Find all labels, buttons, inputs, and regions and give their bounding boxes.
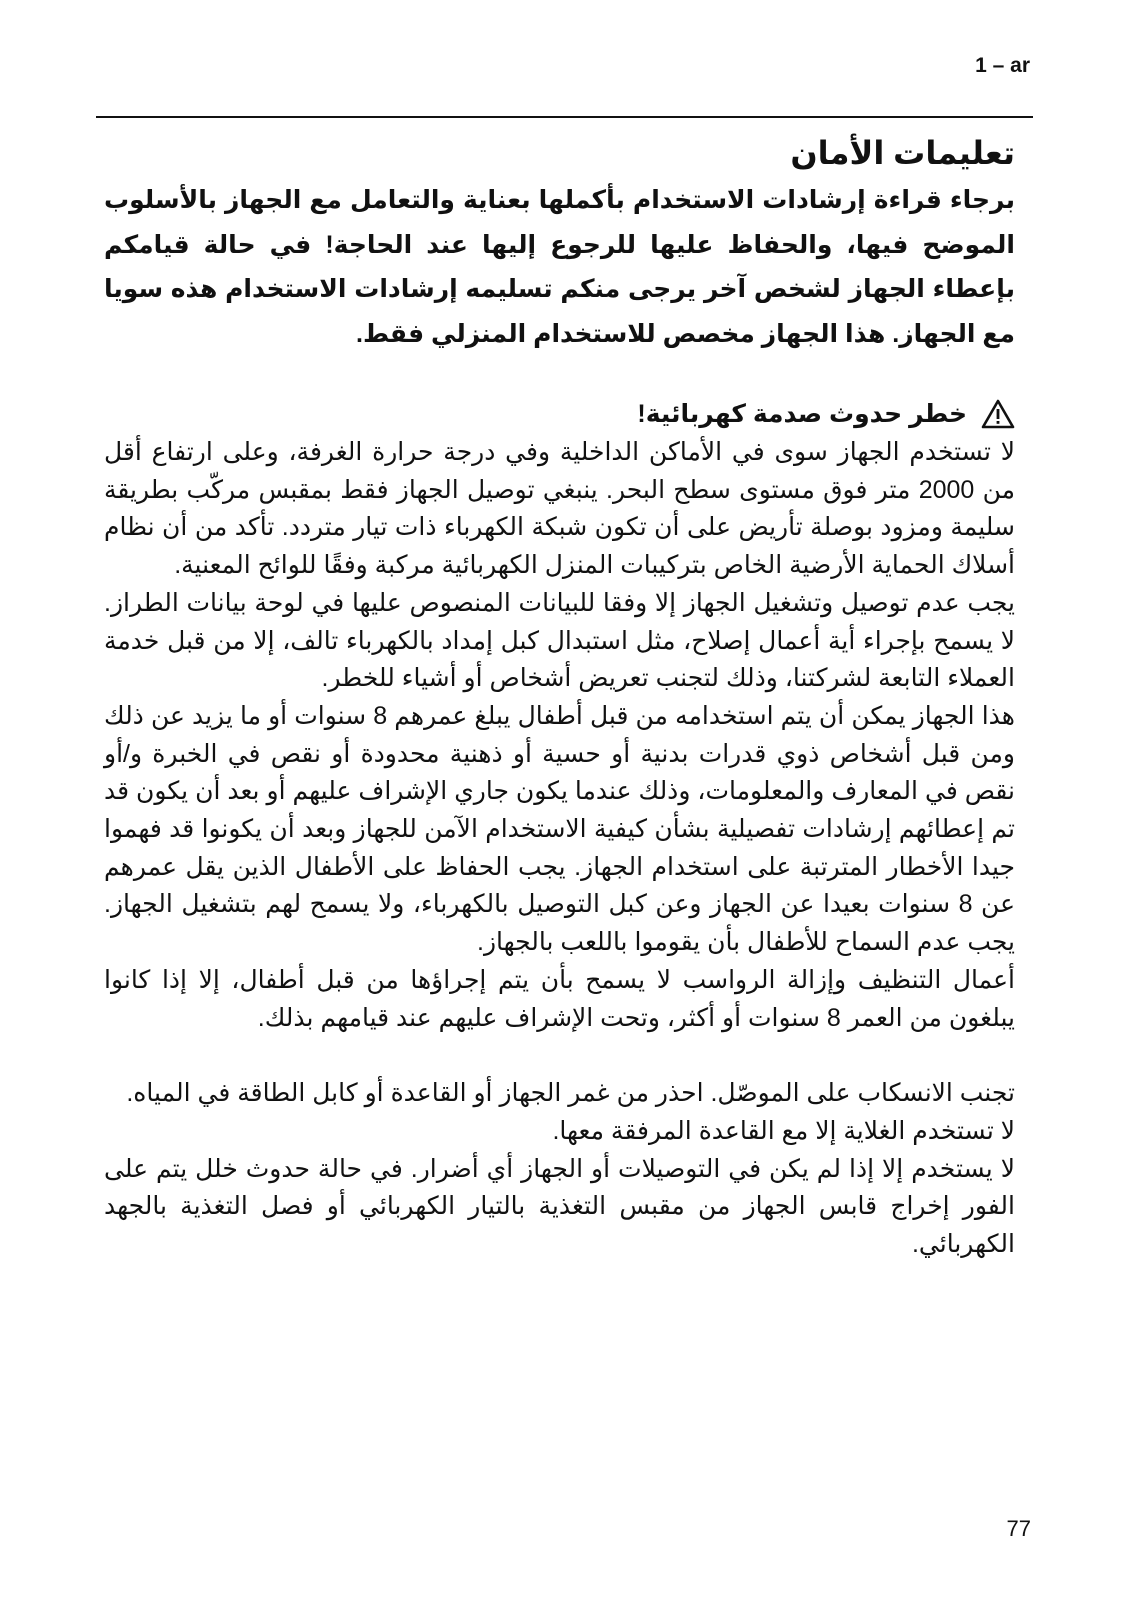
warning-heading-text: خطر حدوث صدمة كهربائية! (637, 400, 967, 428)
header-divider (96, 116, 1033, 118)
warning-paragraph: أعمال التنظيف وإزالة الرواسب لا يسمح بأن يتم إجراؤها من قبل أطفال، إلا إذا كانوا يبلغون من العمر 8 سنوات أو أكثر، وتحت الإشراف عليهم عند قيامهم بذلك. (104, 965, 1015, 1032)
section-title: تعليمات الأمان (790, 135, 1015, 171)
page-number: 77 (1006, 1516, 1031, 1541)
paragraph-spacer (104, 1037, 1015, 1075)
warning-heading (104, 394, 1015, 434)
intro-paragraph: برجاء قراءة إرشادات الاستخدام بأكملها بعناية والتعامل مع الجهاز بالأسلوب الموضح فيها، والحفاظ عليها للرجوع إليها عند الحاجة! في حالة قيامكم بإعطاء الجهاز لشخص آخر يرجى منكم تسليمه إرشادات الاستخدام هذه سويا مع الجهاز. هذا الجهاز مخصص للاستخدام المنزلي فقط. (104, 186, 1015, 348)
warning-paragraph: هذا الجهاز يمكن أن يتم استخدامه من قبل أطفال يبلغ عمرهم 8 سنوات أو ما يزيد عن ذلك ومن قبل أشخاص ذوي قدرات بدنية أو حسية أو ذهنية محدودة أو نقص في الخبرة و/أو نقص في المعارف والمعلومات، وذلك عندما يكون جاري الإشراف عليهم أو بعد أن يكون قد تم إعطائهم إرشادات تفصيلية بشأن كيفية الاستخدام الآمن للجهاز وبعد أن يكونوا قد فهموا جيدا الأخطار المترتبة على استخدام الجهاز. يجب الحفاظ على الأطفال الذين يقل عمرهم عن 8 سنوات بعيدا عن الجهاز وعن كبل التوصيل بالكهرباء، ولا يسمح لهم بتشغيل الجهاز. يجب عدم السماح للأطفال بأن يقوموا باللعب بالجهاز. (104, 701, 1015, 957)
usage-paragraph: لا تستخدم الغلاية إلا مع القاعدة المرفقة معها. (552, 1116, 1015, 1145)
usage-paragraph: تجنب الانسكاب على الموصّل. احذر من غمر الجهاز أو القاعدة أو كابل الطاقة في المياه. (126, 1079, 1015, 1108)
page-language-label: 1 – ar (975, 54, 1030, 77)
usage-paragraph: لا يستخدم إلا إذا لم يكن في التوصيلات أو الجهاز أي أضرار. في حالة حدوث خلل يتم على الفور إخراج قابس الجهاز من مقبس التغذية بالتيار الكهربائي أو فصل التغذية بالجهد الكهربائي. (104, 1154, 1015, 1259)
page-content (104, 130, 1015, 1264)
warning-paragraph: لا تستخدم الجهاز سوى في الأماكن الداخلية وفي درجة حرارة الغرفة، وعلى ارتفاع أقل من 2000 متر فوق مستوى سطح البحر. ينبغي توصيل الجهاز فقط بمقبس مركّب بطريقة سليمة ومزود بوصلة تأريض على أن تكون شبكة الكهرباء ذات تيار متردد. تأكد من أن نظام أسلاك الحماية الأرضية الخاص بتركيبات المنزل الكهربائية مركبة وفقًا للوائح المعنية. (104, 438, 1016, 580)
warning-paragraph: يجب عدم توصيل وتشغيل الجهاز إلا وفقا للبيانات المنصوص عليها في لوحة بيانات الطراز. لا يسمح بإجراء أية أعمال إصلاح، مثل استبدال كبل إمداد بالكهرباء تالف، إلا من قبل خدمة العملاء التابعة لشركتنا، وذلك لتجنب تعريض أشخاص أو أشياء للخطر. (104, 588, 1015, 693)
warning-triangle-icon (981, 399, 1015, 429)
